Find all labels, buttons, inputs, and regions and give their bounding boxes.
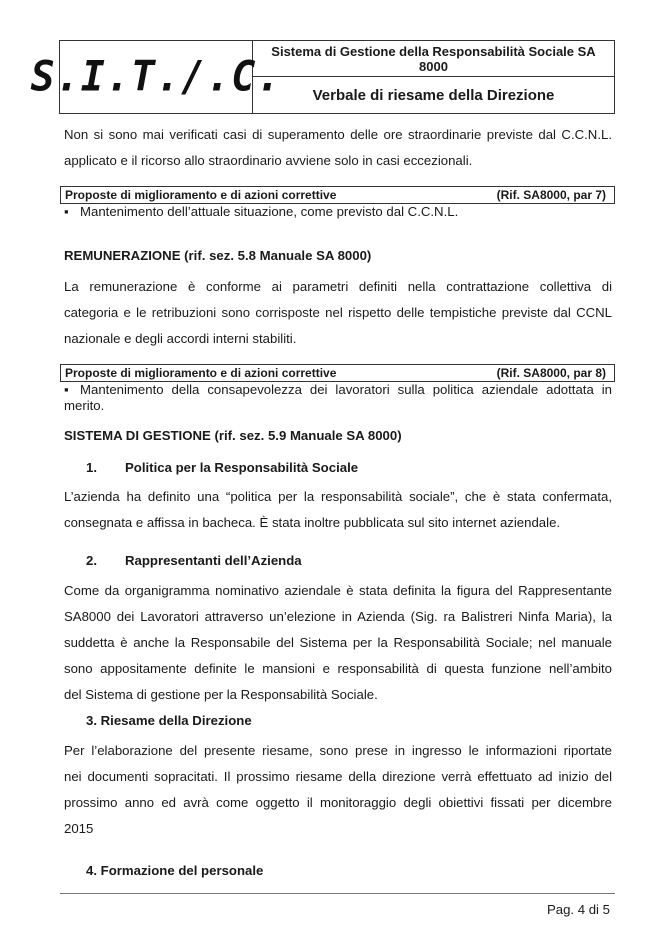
paragraph-line: sono appositamente definite le mansioni e responsabilità di questa funzione nell’ambito [64,661,612,676]
bullet-item-1 [64,204,612,220]
paragraph-line: suddetta è anche la Responsabile del Sistema per la Responsabilità Sociale; nel manuale [64,635,612,650]
paragraph-line: Come da organigramma nominativo aziendale è stata definita la figura del Rappresentante [64,583,612,598]
subsection-title: Politica per la Responsabilità Sociale [125,460,359,475]
company-logo: S.I.T./.C. [30,52,282,102]
paragraph-line: categoria e le retribuzioni sono corrisposte nel rispetto delle tempistiche previste dal CCNL [64,305,612,320]
intro-paragraph [64,122,612,174]
paragraph-line: L’azienda ha definito una “politica per la responsabilità sociale”, che è stata confermata, [64,489,612,504]
subsection-3-title: 3. Riesame della Direzione [86,713,252,728]
improvement-box-ref: (Rif. SA8000, par 7) [496,188,606,202]
system-title-line2: 8000 [419,59,448,74]
paragraph-line: Per l’elaborazione del presente riesame, sono prese in ingresso le informazioni riportate [64,743,612,758]
subsection-title: Rappresentanti dell’Azienda [125,553,302,568]
section-heading-remunerazione: REMUNERAZIONE (rif. sez. 5.8 Manuale SA 8000) [64,248,372,263]
subsection-1-paragraph [64,484,612,536]
paragraph-line: consegnata e affissa in bacheca. È stata inoltre pubblicata sul sito internet aziendale. [64,515,561,530]
paragraph-line: La remunerazione è conforme ai parametri definiti nella contrattazione collettiva di [64,279,612,294]
paragraph-line: 2015 [64,821,94,836]
subsection-2-paragraph [64,578,612,708]
section-heading-sistema: SISTEMA DI GESTIONE (rif. sez. 5.9 Manuale SA 8000) [64,428,402,443]
logo-cell [30,41,282,113]
bullet-line [64,382,612,398]
intro-line: applicato e il ricorso allo straordinario avviene solo in casi eccezionali. [64,153,473,168]
subsection-3-paragraph [64,738,612,842]
improvement-box-label: Proposte di miglioramento e di azioni correttive [65,188,337,202]
bullet-icon: ▪ [64,204,69,219]
subsection-1-title [86,460,358,475]
improvement-box-2 [60,364,615,382]
intro-line: Non si sono mai verificati casi di superamento delle ore straordinarie previste dal C.C.N.L. [64,127,612,142]
bullet-icon: ▪ [64,382,69,397]
subsection-number: 2. [86,553,97,568]
improvement-box-1 [60,186,615,204]
title-cell [253,41,614,113]
improvement-box-label: Proposte di miglioramento e di azioni correttive [65,366,337,380]
subsection-4-title: 4. Formazione del personale [86,863,264,878]
paragraph-line: SA8000 dei Lavoratori attraverso un’elezione in Azienda (Sig. ra Balistreri Ninfa Maria), la [64,609,612,624]
page-number: Pag. 4 di 5 [546,902,610,917]
bullet-line: merito. [64,398,105,413]
document-header [30,40,615,114]
subsection-2-title [86,553,302,568]
system-title [253,41,614,77]
paragraph-line: prossimo anno ed avrà come oggetto il monitoraggio degli obiettivi fissati per dicembre [64,795,612,810]
bullet-text: Mantenimento della consapevolezza dei lavoratori sulla politica aziendale adottata in [80,382,612,397]
paragraph-line: nei documenti sopracitati. Il prossimo riesame della direzione verrà effettuato ad inizio del [64,769,612,784]
subsection-number: 1. [86,460,97,475]
bullet-text: Mantenimento dell’attuale situazione, come previsto dal C.C.N.L. [80,204,459,219]
document-subtitle: Verbale di riesame della Direzione [312,86,555,104]
bullet-item-2 [64,382,612,414]
improvement-box-ref: (Rif. SA8000, par 8) [496,366,606,380]
paragraph-line: del Sistema di gestione per la Responsabilità Sociale. [64,687,378,702]
footer-divider [60,893,615,894]
remunerazione-paragraph [64,274,612,352]
paragraph-line: nazionale e degli accordi interni stabiliti. [64,331,297,346]
system-title-line1: Sistema di Gestione della Responsabilità Sociale SA [271,44,596,59]
